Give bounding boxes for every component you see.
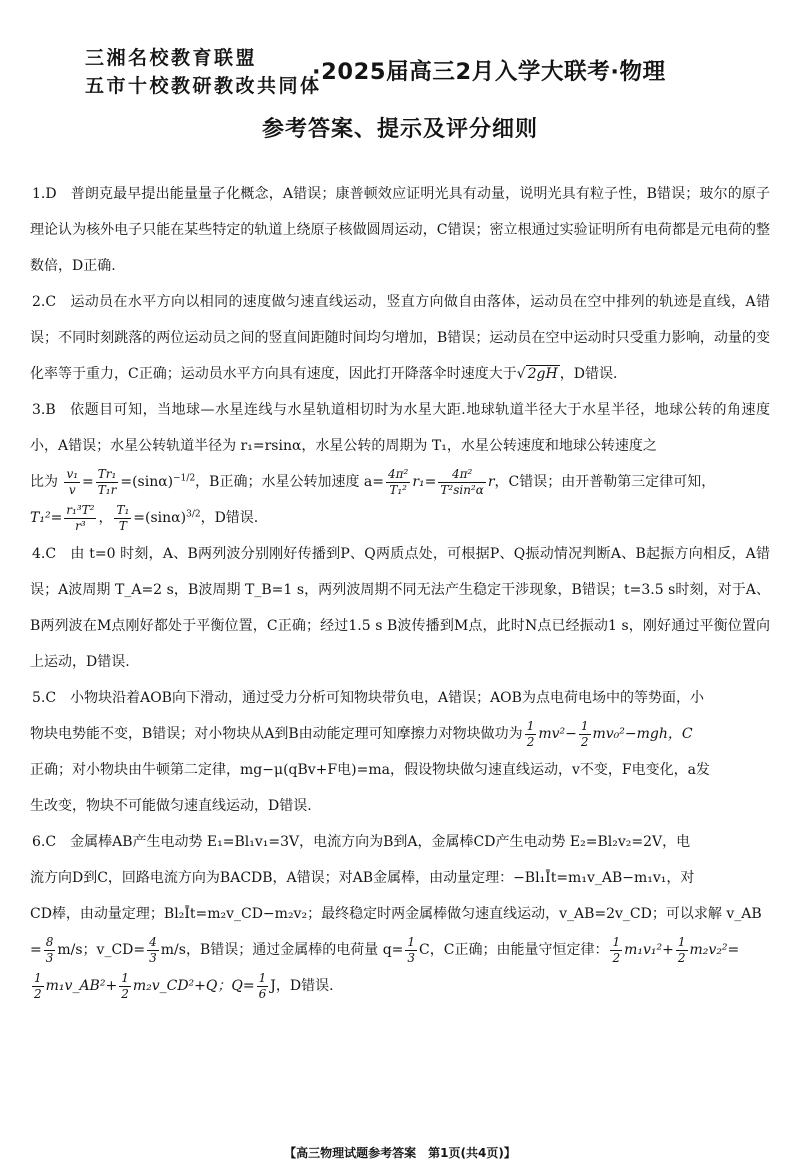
formula-line: 比为 $\frac{\text{v₁}}{v}$ = $\frac{\text{Tr₁}}{\text{T₁r}}$ $=(\sin\alpha)^{-1/2}$，B正确；水星公转加速度 a= $\frac{\text{4π²}}{\text{T₁²}}$ r₁= $\frac{\text{4π²}}{\text{T²sin²α}}$ r，C错误；由开普勒第三定律可知， bbox=[30, 466, 716, 497]
page-header bbox=[0, 40, 800, 150]
answer-key: 3.B bbox=[32, 402, 56, 418]
explanation-text: 由 t=0 时刻，A、B两列波分别刚好传播到P、Q两质点处，可根据P、Q振动情况判断A、B起振方向相反，A错误；A波周期 T_A=2 s，B波周期 T_B=1 s，两列波周期不同无法产生稳定干涉现象，B错误；t=3.5 s时刻，对于A、B两列波在M点刚好都处于平衡位置，C正确；经过1.5 s B波传播到M点，此时N点已经振动1 s，刚好通过平衡位置向上运动，D错误. bbox=[30, 546, 770, 670]
answer-key: 5.C bbox=[32, 690, 57, 706]
sqrt-expression: 2gH bbox=[527, 366, 558, 382]
explanation-text: CD棒，由动量定理；Bl₂Īt=m₂v_CD−m₂v₂；最终稳定时两金属棒做匀速直线运动，v_AB=2v_CD；可以求解 v_AB bbox=[30, 906, 762, 922]
fraction: $\frac{1}{2}$ bbox=[580, 718, 589, 749]
answer-item-4 bbox=[30, 536, 770, 680]
explanation-text: 依题目可知，当地球—水星连线与水星轨道相切时为水星大距.地球轨道半径大于水星半径，地球公转的角速度小，A错误；水星公转轨道半径为 r₁=rsinα，水星公转的周期为 T₁，水星公转速度和地球公转速度之 bbox=[30, 402, 770, 454]
answer-key: 1.D bbox=[32, 186, 57, 202]
formula-line: T₁²= $\frac{\text{r₁³T²}}{\text{r³}}$ ， $\frac{\text{T₁}}{T}$ $=(\sin\alpha)^{3/2}$，D错误. bbox=[30, 502, 259, 533]
explanation-text: 小物块沿着AOB向下滑动，通过受力分析可知物块带负电，A错误；AOB为点电荷电场中的等势面，小 bbox=[70, 690, 704, 706]
sqrt-symbol: √ bbox=[516, 366, 526, 382]
fraction: $\frac{1}{2}$ bbox=[526, 718, 535, 749]
explanation-text: 运动员在水平方向以相同的速度做匀速直线运动，竖直方向做自由落体，运动员在空中排列的轨迹是直线，A错误；不同时刻跳落的两位运动员之间的竖直间距随时间均匀增加，B错误；运动员在空中运动时只受重力影响，动量的变化率等于重力，C正确；运动员水平方向具有速度，因此打开降落伞时速度大于 bbox=[30, 294, 770, 382]
answer-list bbox=[30, 176, 770, 1004]
fraction: $\frac{1}{2}$ bbox=[612, 934, 621, 965]
explanation-text: 流方向D到C，回路电流方向为BACDB，A错误；对AB金属棒，由动量定理：−Bl₁Īt=m₁v_AB−m₁v₁，对 bbox=[30, 870, 695, 886]
explanation-text: 生改变，物块不可能做匀速直线运动，D错误. bbox=[30, 798, 312, 814]
fraction: $\frac{\text{4π²}}{\text{T²sin²α}}$ bbox=[440, 466, 484, 497]
answer-key: 6.C bbox=[32, 834, 57, 850]
formula-line: 物块电势能不变，B错误；对小物块从A到B由动能定理可知摩擦力对物块做功为 $\frac{1}{2}$ mv²− $\frac{1}{2}$ mv₀²−mgh，C bbox=[30, 718, 693, 749]
answer-item-6 bbox=[30, 824, 770, 1004]
fraction: $\frac{1}{2}$ bbox=[34, 970, 42, 1001]
organizer-line-1: 三湘名校教育联盟 bbox=[85, 47, 258, 69]
page-footer: 【高三物理试题参考答案 第1页(共4页)】 bbox=[284, 1146, 516, 1160]
explanation-text: 金属棒AB产生电动势 E₁=Bl₁v₁=3V，电流方向为B到A，金属棒CD产生电动势 E₂=Bl₂v₂=2V，电 bbox=[70, 834, 691, 850]
organizer-block bbox=[85, 44, 322, 100]
answer-key: 2.C bbox=[32, 294, 57, 310]
fraction: $\frac{1}{6}$ bbox=[258, 970, 267, 1001]
formula-line: $\frac{1}{2}$ m₁v_AB²+ $\frac{1}{2}$ m₂v_CD²+Q；Q= $\frac{1}{6}$ J，D错误. bbox=[34, 970, 334, 1001]
explanation-text-end: ，D错误. bbox=[559, 366, 618, 382]
fraction: $\frac{\text{T₁}}{T}$ bbox=[116, 502, 130, 533]
answer-item-3 bbox=[30, 392, 770, 536]
fraction: $\frac{1}{2}$ bbox=[677, 934, 686, 965]
fraction: $\frac{1}{2}$ bbox=[121, 970, 129, 1001]
answer-item-1 bbox=[30, 176, 770, 284]
answer-item-2 bbox=[30, 284, 770, 392]
answer-item-5 bbox=[30, 680, 770, 824]
fraction: $\frac{4}{3}$ bbox=[149, 934, 157, 965]
explanation-text: 正确；对小物块由牛顿第二定律，mg−μ(qBv+F电)=ma，假设物块做匀速直线运动，v不变，F电变化，a发 bbox=[30, 762, 710, 778]
fraction: $\frac{\text{r₁³T²}}{\text{r³}}$ bbox=[66, 502, 95, 533]
fraction: $\frac{8}{3}$ bbox=[45, 934, 54, 965]
answer-key: 4.C bbox=[32, 546, 57, 562]
exam-title: ·2025届高三2月入学大联考·物理 bbox=[312, 59, 666, 85]
fraction: $\frac{\text{Tr₁}}{\text{T₁r}}$ bbox=[97, 466, 117, 497]
organizer-line-2: 五市十校教研教改共同体 bbox=[85, 75, 322, 97]
explanation-text: 普朗克最早提出能量量子化概念，A错误；康普顿效应证明光具有动量，说明光具有粒子性，B错误；玻尔的原子理论认为核外电子只能在某些特定的轨道上绕原子核做圆周运动，C错误；密立根通过实验证明所有电荷都是元电荷的整数倍，D正确. bbox=[30, 186, 770, 274]
fraction: $\frac{\text{v₁}}{v}$ bbox=[66, 466, 79, 497]
fraction: $\frac{\text{4π²}}{\text{T₁²}}$ bbox=[388, 466, 409, 497]
formula-line: = $\frac{8}{3}$ m/s；v_CD= $\frac{4}{3}$ m/s，B错误；通过金属棒的电荷量 q= $\frac{1}{3}$ C，C正确；由能量守恒定律： $\frac{1}{2}$ m₁v₁²+ $\frac{1}{2}$ m₂v₂²= bbox=[30, 934, 740, 965]
document-subtitle: 参考答案、提示及评分细则 bbox=[261, 117, 538, 142]
fraction: $\frac{1}{3}$ bbox=[407, 934, 416, 965]
